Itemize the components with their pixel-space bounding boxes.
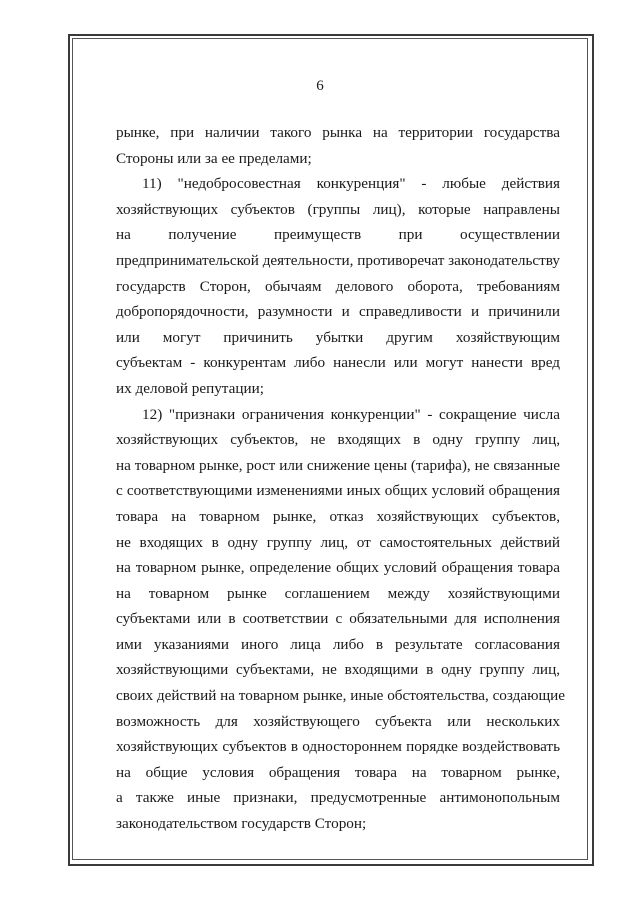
text-line: не входящих в одну группу лиц, от самостоятельных действий [116, 533, 560, 551]
text-line: их деловой репутации; [116, 379, 264, 397]
text-line: добропорядочности, разумности и справедливости и причинили [116, 303, 560, 321]
text-line: ими указаниями иного лица либо в результате согласования [116, 635, 560, 653]
text-line: государств Сторон, обычаям делового оборота, требованиям [116, 277, 560, 295]
text-line: Стороны или за ее пределами; [116, 149, 312, 167]
text-line: на товарном рынке соглашением между хозяйствующими [116, 584, 560, 602]
page-number: 6 [316, 78, 324, 94]
text-line: товара на товарном рынке, отказ хозяйствующих субъектов, [116, 507, 560, 525]
text-line: на общие условия обращения товара на товарном рынке, [116, 763, 560, 781]
text-line: хозяйствующими субъектами, не входящими в одну группу лиц, [116, 661, 560, 679]
text-line: субъектам - конкурентам либо нанесли или могут нанести вред [116, 354, 560, 372]
text-line: законодательством государств Сторон; [116, 815, 367, 833]
text-line: предпринимательской деятельности, противоречат законодательству [116, 251, 560, 269]
text-line: хозяйствующих субъектов, не входящих в одну группу лиц, [116, 431, 560, 449]
text-line: на товарном рынке, рост или снижение цены (тарифа), не связанные [116, 456, 560, 474]
text-line: хозяйствующих субъектов в одностороннем порядке воздействовать [116, 738, 560, 756]
text-line: своих действий на товарном рынке, иные обстоятельства, создающие [116, 687, 566, 705]
text-line: или могут причинить убытки другим хозяйствующим [116, 328, 560, 346]
text-line: рынке, при наличии такого рынка на территории государства [116, 124, 560, 141]
text-line: субъектами или в соответствии с обязательными для исполнения [116, 610, 560, 628]
text-line: 11) "недобросовестная конкуренция" - любые действия [142, 175, 560, 193]
text-line: на получение преимуществ при осуществлении [116, 226, 560, 244]
text-line: 12) "признаки ограничения конкуренции" - сокращение числа [142, 405, 560, 423]
text-line: с соответствующими изменениями иных общих условий обращения [116, 482, 560, 500]
text-line: возможность для хозяйствующего субъекта или нескольких [116, 712, 560, 730]
document-body [116, 120, 566, 837]
text-line: а также иные признаки, предусмотренные антимонопольным [116, 789, 560, 807]
text-line: на товарном рынке, определение общих условий обращения товара [116, 559, 560, 577]
text-line: хозяйствующих субъектов (группы лиц), которые направлены [116, 200, 560, 218]
